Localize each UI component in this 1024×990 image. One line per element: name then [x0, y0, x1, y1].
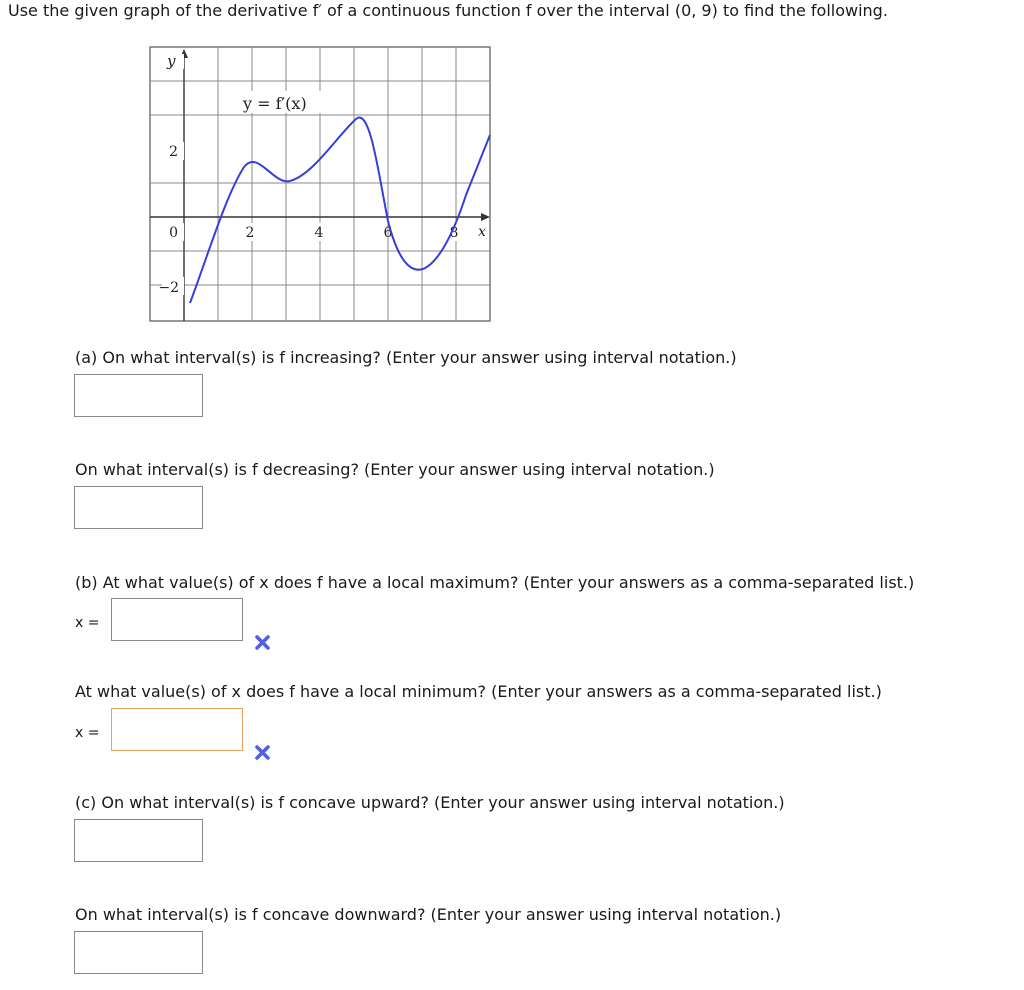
instructions: Use the given graph of the derivative f′ of a continuous function f over the interval (0, 9) to find the following. — [8, 1, 888, 20]
answer-local-max-input[interactable] — [111, 598, 243, 641]
question-a-decreasing: On what interval(s) is f decreasing? (Enter your answer using interval notation.) — [75, 460, 715, 479]
x-tick-label: 2 — [245, 225, 255, 241]
question-c-concave-up: (c) On what interval(s) is f concave upward? (Enter your answer using interval notation.) — [75, 793, 785, 812]
answer-concave-down-input[interactable] — [74, 931, 203, 974]
y-tick-label: 0 — [169, 225, 178, 241]
x-axis-label: x — [478, 224, 486, 240]
question-b-local-min: At what value(s) of x does f have a local minimum? (Enter your answers as a comma-separated list.) — [75, 682, 882, 701]
question-c-concave-down: On what interval(s) is f concave downward? (Enter your answer using interval notation.) — [75, 905, 782, 924]
question-b-local-max: (b) At what value(s) of x does f have a local maximum? (Enter your answers as a comma-separated list.) — [75, 573, 915, 592]
x-equals-label: x = — [75, 725, 100, 741]
derivative-graph — [148, 45, 494, 325]
answer-local-min-input[interactable] — [111, 708, 243, 751]
incorrect-x-icon — [254, 634, 271, 651]
question-a-increasing: (a) On what interval(s) is f increasing? (Enter your answer using interval notation.) — [75, 348, 737, 367]
x-equals-label: x = — [75, 615, 100, 631]
answer-increasing-input[interactable] — [74, 374, 203, 417]
answer-concave-up-input[interactable] — [74, 819, 203, 862]
x-tick-label: 8 — [449, 225, 459, 241]
incorrect-x-icon — [254, 744, 271, 761]
y-tick-label: −2 — [158, 280, 179, 296]
y-tick-label: 2 — [169, 144, 178, 160]
curve-label: y = f′(x) — [243, 94, 307, 113]
answer-decreasing-input[interactable] — [74, 486, 203, 529]
x-tick-label: 4 — [314, 225, 324, 241]
y-axis-label: y — [167, 52, 176, 70]
x-tick-label: 6 — [383, 225, 393, 241]
